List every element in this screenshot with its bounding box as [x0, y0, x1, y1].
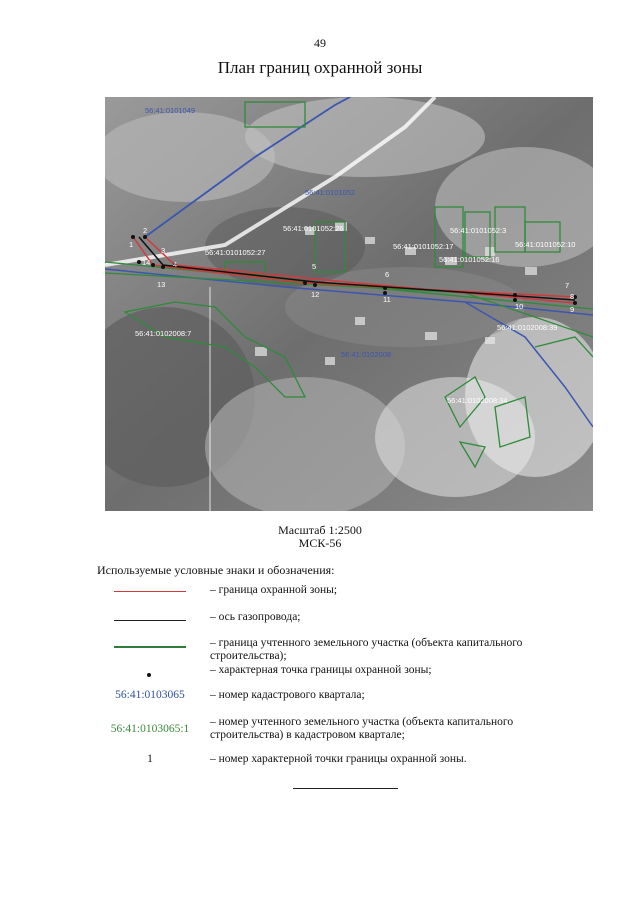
point-label: 5 — [312, 262, 317, 271]
legend-item-point — [97, 664, 577, 686]
legend-item-gas-axis — [97, 611, 577, 633]
satellite-map — [105, 97, 593, 511]
quarter-label: 56:41:0102008 — [341, 350, 392, 359]
black-line-symbol — [114, 620, 186, 621]
point-label: 13 — [157, 280, 166, 289]
point-label: 3 — [161, 246, 166, 255]
quarter-label: 56:41:0101049 — [145, 106, 196, 115]
parcel-label: 56:41:0101052:10 — [515, 240, 576, 249]
legend-desc: – номер учтенного земельного участка (объекта капитального строительства) в кадастровом квартале; — [210, 716, 514, 741]
map-canvas — [105, 97, 593, 511]
point-label: 7 — [565, 281, 570, 290]
point-symbol — [147, 673, 151, 677]
parcel-label: 56:41:0101052:27 — [205, 248, 266, 257]
parcel-label: 56:41:0101052:3 — [450, 226, 507, 235]
point-label: 2 — [143, 226, 148, 235]
legend-item-point-number — [97, 753, 577, 775]
quarter-label: 56:41:0101052 — [305, 188, 356, 197]
parcel-label: 56:41:0101052:17 — [393, 242, 454, 251]
legend-title: Используемые условные знаки и обозначения: — [97, 563, 335, 577]
parcel-label: 56:41:0102008:34 — [447, 396, 508, 405]
point-label: 8 — [570, 292, 575, 301]
legend-desc: – номер характерной точки границы охранной зоны. — [210, 753, 467, 765]
legend-desc: – характерная точка границы охранной зоны; — [210, 664, 432, 676]
point-label: 4 — [173, 260, 178, 269]
legend-item-quarter-number — [97, 689, 577, 711]
point-number-sample: 1 — [147, 753, 153, 765]
page-number: 49 — [314, 36, 326, 50]
point-label: 14 — [142, 258, 151, 267]
parcel-label: 56:41:0102008:39 — [497, 323, 558, 332]
legend-desc: – граница охранной зоны; — [210, 584, 338, 596]
page-title: План границ охранной зоны — [217, 58, 423, 77]
parcel-label: 56:41:0101052:26 — [283, 224, 344, 233]
point-label: 11 — [383, 295, 391, 304]
point-label: 12 — [311, 290, 320, 299]
parcel-label: 56:41:0101052:16 — [439, 255, 500, 264]
point-label: 6 — [385, 270, 390, 279]
legend-item-zone-border — [97, 584, 577, 606]
legend-desc: – ось газопровода; — [210, 611, 301, 623]
legend-item-parcel-border — [97, 637, 577, 662]
parcel-label: 56:41:0102008:7 — [135, 329, 192, 338]
red-line-symbol — [114, 591, 186, 592]
closing-rule — [293, 788, 398, 789]
point-label: 1 — [129, 240, 134, 249]
scale-block — [0, 524, 640, 550]
legend-item-parcel-number — [97, 716, 577, 744]
parcel-number-sample: 56:41:0103065:1 — [110, 723, 190, 735]
quarter-number-sample: 56:41:0103065 — [115, 689, 185, 701]
green-line-symbol — [114, 646, 186, 648]
coordinate-system: МСК-56 — [298, 536, 342, 550]
point-label: 10 — [515, 302, 524, 311]
legend-desc: – граница учтенного земельного участка (объекта капитального строительства); — [210, 637, 523, 662]
point-label: 9 — [570, 305, 575, 314]
scale-text: Масштаб 1:2500 — [278, 523, 362, 537]
legend-desc: – номер кадастрового квартала; — [210, 689, 365, 701]
